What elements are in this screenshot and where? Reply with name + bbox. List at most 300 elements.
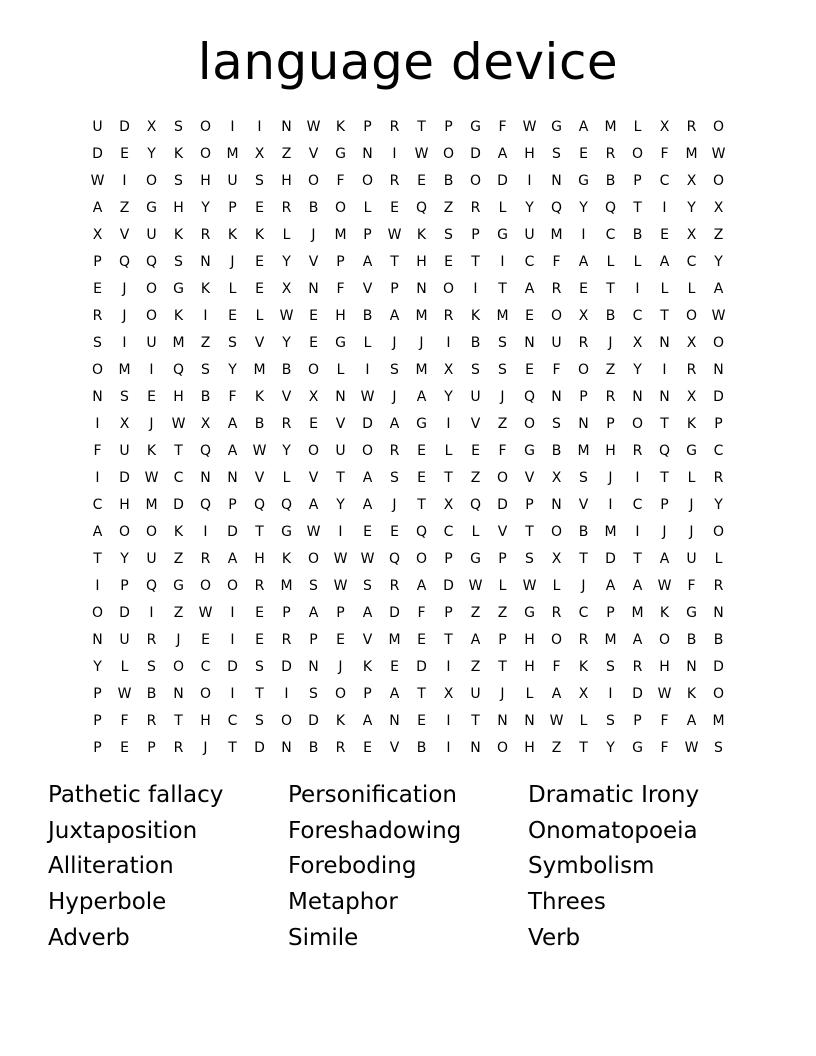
- grid-letter: C: [659, 172, 670, 189]
- grid-letter: Z: [200, 334, 211, 351]
- grid-letter: R: [281, 199, 292, 216]
- grid-letter: N: [173, 685, 184, 702]
- grid-letter: B: [605, 172, 616, 189]
- grid-letter: L: [687, 280, 696, 297]
- grid-letter: E: [120, 145, 129, 162]
- grid-letter: P: [444, 550, 453, 567]
- grid-letter: N: [713, 361, 724, 378]
- grid-letter: V: [119, 226, 130, 243]
- grid-letter: M: [226, 145, 239, 162]
- grid-letter: A: [605, 577, 616, 594]
- grid-letter: Y: [714, 253, 723, 270]
- grid-letter: W: [171, 415, 186, 432]
- grid-letter: U: [524, 226, 535, 243]
- grid-letter: K: [173, 226, 184, 243]
- grid-letter: I: [230, 118, 235, 135]
- grid-letter: E: [363, 523, 372, 540]
- word-item: Pathetic fallacy: [48, 782, 224, 808]
- grid-letter: J: [419, 334, 424, 351]
- grid-letter: P: [93, 712, 102, 729]
- grid-letter: S: [174, 172, 183, 189]
- grid-letter: N: [416, 280, 427, 297]
- grid-letter: L: [687, 469, 696, 486]
- grid-letter: J: [122, 307, 127, 324]
- grid-letter: V: [308, 253, 319, 270]
- grid-letter: A: [227, 550, 238, 567]
- grid-letter: R: [686, 361, 697, 378]
- grid-letter: O: [712, 172, 725, 189]
- grid-letter: P: [93, 739, 102, 756]
- grid-row: [84, 383, 732, 410]
- grid-letter: Y: [444, 388, 453, 405]
- grid-letter: Y: [633, 361, 642, 378]
- grid-letter: K: [416, 226, 427, 243]
- grid-letter: K: [200, 280, 211, 297]
- grid-letter: E: [363, 739, 372, 756]
- grid-letter: C: [443, 523, 454, 540]
- grid-row: [84, 707, 732, 734]
- grid-letter: V: [389, 739, 400, 756]
- grid-letter: O: [199, 685, 212, 702]
- grid-letter: W: [360, 550, 375, 567]
- grid-letter: Z: [497, 604, 508, 621]
- grid-letter: Q: [415, 523, 428, 540]
- grid-letter: B: [146, 685, 157, 702]
- grid-letter: V: [281, 388, 292, 405]
- grid-letter: O: [712, 523, 725, 540]
- grid-letter: T: [579, 739, 588, 756]
- grid-letter: A: [92, 199, 103, 216]
- grid-letter: H: [281, 172, 292, 189]
- grid-letter: D: [308, 712, 319, 729]
- grid-letter: X: [281, 280, 292, 297]
- grid-letter: K: [254, 388, 265, 405]
- grid-letter: A: [686, 712, 697, 729]
- grid-letter: K: [254, 226, 265, 243]
- grid-letter: M: [631, 604, 644, 621]
- grid-letter: J: [392, 334, 397, 351]
- grid-letter: N: [200, 253, 211, 270]
- grid-letter: D: [605, 550, 616, 567]
- grid-letter: F: [660, 739, 669, 756]
- grid-letter: P: [363, 226, 372, 243]
- grid-letter: Q: [172, 361, 185, 378]
- grid-letter: S: [363, 577, 372, 594]
- grid-letter: F: [498, 118, 507, 135]
- grid-letter: D: [416, 658, 427, 675]
- grid-letter: U: [119, 442, 130, 459]
- grid-letter: U: [146, 334, 157, 351]
- grid-letter: T: [660, 415, 669, 432]
- grid-letter: P: [363, 685, 372, 702]
- grid-letter: P: [228, 496, 237, 513]
- grid-letter: M: [334, 226, 347, 243]
- grid-letter: Q: [388, 550, 401, 567]
- grid-letter: K: [335, 712, 346, 729]
- grid-letter: A: [416, 388, 427, 405]
- grid-letter: D: [389, 604, 400, 621]
- grid-letter: P: [633, 712, 642, 729]
- grid-letter: N: [470, 739, 481, 756]
- grid-letter: C: [578, 604, 589, 621]
- grid-letter: U: [146, 226, 157, 243]
- grid-letter: E: [417, 442, 426, 459]
- grid-letter: B: [281, 361, 292, 378]
- grid-row: [84, 221, 732, 248]
- grid-letter: E: [390, 658, 399, 675]
- grid-letter: X: [308, 388, 319, 405]
- grid-letter: B: [308, 739, 319, 756]
- grid-letter: E: [93, 280, 102, 297]
- grid-letter: W: [198, 604, 213, 621]
- grid-letter: P: [444, 118, 453, 135]
- grid-letter: F: [552, 658, 561, 675]
- grid-letter: B: [713, 631, 724, 648]
- grid-letter: C: [632, 307, 643, 324]
- grid-letter: O: [550, 523, 563, 540]
- grid-letter: H: [659, 658, 670, 675]
- grid-letter: A: [578, 253, 589, 270]
- page-title: language device: [197, 33, 619, 91]
- grid-letter: K: [470, 307, 481, 324]
- grid-letter: N: [335, 388, 346, 405]
- grid-letter: T: [255, 685, 264, 702]
- grid-letter: R: [200, 226, 211, 243]
- grid-letter: T: [174, 712, 183, 729]
- grid-letter: M: [280, 577, 293, 594]
- grid-letter: A: [362, 712, 373, 729]
- grid-letter: D: [119, 469, 130, 486]
- grid-letter: A: [362, 469, 373, 486]
- grid-letter: J: [689, 523, 694, 540]
- grid-letter: U: [470, 388, 481, 405]
- grid-letter: Q: [280, 496, 293, 513]
- grid-letter: N: [551, 388, 562, 405]
- grid-letter: L: [606, 253, 615, 270]
- grid-letter: Y: [714, 496, 723, 513]
- grid-letter: L: [660, 280, 669, 297]
- grid-letter: S: [255, 172, 264, 189]
- grid-letter: N: [308, 280, 319, 297]
- grid-letter: E: [417, 712, 426, 729]
- grid-letter: M: [550, 226, 563, 243]
- grid-letter: L: [120, 658, 129, 675]
- grid-letter: G: [281, 523, 292, 540]
- grid-letter: J: [581, 577, 586, 594]
- grid-letter: K: [659, 604, 670, 621]
- grid-letter: R: [551, 280, 562, 297]
- grid-letter: P: [444, 604, 453, 621]
- grid-letter: E: [390, 199, 399, 216]
- grid-letter: M: [145, 496, 158, 513]
- grid-row: [84, 491, 732, 518]
- grid-letter: V: [470, 415, 481, 432]
- grid-letter: Q: [199, 496, 212, 513]
- grid-letter: I: [365, 361, 370, 378]
- grid-letter: O: [577, 361, 590, 378]
- grid-letter: N: [308, 658, 319, 675]
- grid-letter: I: [608, 496, 613, 513]
- grid-letter: Y: [579, 199, 588, 216]
- grid-letter: O: [550, 307, 563, 324]
- grid-letter: T: [390, 253, 399, 270]
- grid-letter: E: [525, 307, 534, 324]
- grid-letter: O: [712, 685, 725, 702]
- grid-row: [84, 167, 732, 194]
- grid-letter: N: [200, 469, 211, 486]
- grid-letter: A: [632, 577, 643, 594]
- grid-letter: P: [471, 226, 480, 243]
- grid-letter: N: [524, 334, 535, 351]
- grid-letter: E: [417, 631, 426, 648]
- grid-letter: A: [416, 577, 427, 594]
- grid-letter: E: [336, 631, 345, 648]
- grid-letter: Q: [253, 496, 266, 513]
- grid-letter: S: [147, 658, 156, 675]
- grid-letter: Y: [336, 496, 345, 513]
- grid-letter: L: [714, 550, 723, 567]
- grid-letter: M: [388, 631, 401, 648]
- grid-letter: A: [497, 145, 508, 162]
- grid-letter: Q: [469, 496, 482, 513]
- grid-letter: D: [281, 658, 292, 675]
- grid-letter: O: [631, 415, 644, 432]
- grid-letter: L: [579, 712, 588, 729]
- grid-letter: S: [93, 334, 102, 351]
- grid-letter: E: [309, 307, 318, 324]
- grid-letter: G: [335, 145, 346, 162]
- grid-letter: H: [524, 739, 535, 756]
- grid-letter: W: [144, 469, 159, 486]
- grid-letter: O: [550, 631, 563, 648]
- grid-letter: R: [281, 631, 292, 648]
- grid-letter: W: [549, 712, 564, 729]
- grid-letter: A: [362, 253, 373, 270]
- grid-letter: H: [524, 145, 535, 162]
- grid-letter: J: [608, 469, 613, 486]
- grid-letter: V: [524, 469, 535, 486]
- grid-letter: H: [173, 199, 184, 216]
- grid-letter: D: [713, 658, 724, 675]
- grid-letter: M: [253, 361, 266, 378]
- grid-letter: G: [173, 280, 184, 297]
- grid-letter: P: [93, 253, 102, 270]
- grid-letter: V: [254, 469, 265, 486]
- grid-letter: G: [470, 550, 481, 567]
- grid-letter: O: [631, 145, 644, 162]
- grid-letter: N: [551, 172, 562, 189]
- grid-letter: D: [119, 604, 130, 621]
- grid-letter: N: [362, 145, 373, 162]
- grid-letter: I: [581, 226, 586, 243]
- grid-letter: E: [255, 631, 264, 648]
- grid-letter: C: [713, 442, 724, 459]
- grid-letter: W: [711, 307, 726, 324]
- grid-letter: J: [122, 280, 127, 297]
- grid-letter: K: [146, 442, 157, 459]
- grid-letter: K: [335, 118, 346, 135]
- grid-letter: D: [713, 388, 724, 405]
- grid-letter: Q: [550, 199, 563, 216]
- grid-letter: O: [172, 658, 185, 675]
- grid-letter: O: [442, 145, 455, 162]
- word-item: Onomatopoeia: [528, 817, 698, 844]
- grid-letter: N: [92, 631, 103, 648]
- grid-letter: W: [468, 577, 483, 594]
- grid-letter: P: [147, 739, 156, 756]
- grid-letter: E: [525, 361, 534, 378]
- word-item: Adverb: [48, 924, 130, 951]
- grid-letter: K: [578, 658, 589, 675]
- grid-letter: S: [255, 658, 264, 675]
- grid-letter: R: [686, 118, 697, 135]
- grid-letter: X: [686, 172, 697, 189]
- grid-letter: N: [659, 388, 670, 405]
- grid-letter: R: [578, 334, 589, 351]
- grid-letter: T: [498, 658, 507, 675]
- grid-letter: D: [443, 577, 454, 594]
- word-column: [48, 778, 288, 957]
- grid-letter: E: [579, 280, 588, 297]
- grid-letter: G: [551, 118, 562, 135]
- word-column: [528, 778, 768, 957]
- word-item: Verb: [528, 924, 581, 951]
- grid-letter: S: [714, 739, 723, 756]
- grid-letter: D: [632, 685, 643, 702]
- grid-letter: O: [361, 442, 374, 459]
- grid-letter: S: [579, 469, 588, 486]
- grid-letter: N: [524, 712, 535, 729]
- grid-letter: T: [417, 118, 426, 135]
- grid-letter: I: [446, 334, 451, 351]
- grid-letter: I: [662, 199, 667, 216]
- grid-letter: A: [632, 631, 643, 648]
- grid-letter: L: [363, 334, 372, 351]
- grid-letter: X: [686, 226, 697, 243]
- grid-row: [84, 113, 732, 140]
- grid-letter: B: [362, 307, 373, 324]
- grid-letter: E: [660, 226, 669, 243]
- grid-letter: E: [417, 469, 426, 486]
- grid-letter: T: [336, 469, 345, 486]
- grid-letter: K: [362, 658, 373, 675]
- grid-letter: N: [686, 658, 697, 675]
- grid-letter: A: [389, 307, 400, 324]
- grid-letter: I: [527, 172, 532, 189]
- grid-letter: R: [713, 577, 724, 594]
- grid-letter: Z: [713, 226, 724, 243]
- grid-letter: C: [92, 496, 103, 513]
- grid-letter: E: [390, 523, 399, 540]
- grid-letter: S: [201, 361, 210, 378]
- grid-letter: Y: [687, 199, 696, 216]
- grid-letter: D: [497, 496, 508, 513]
- word-list: [48, 778, 768, 957]
- grid-letter: N: [632, 388, 643, 405]
- grid-letter: S: [498, 334, 507, 351]
- grid-letter: B: [254, 415, 265, 432]
- grid-letter: D: [254, 739, 265, 756]
- grid-letter: Z: [470, 604, 481, 621]
- grid-letter: T: [633, 199, 642, 216]
- grid-letter: Y: [606, 739, 615, 756]
- grid-letter: K: [227, 226, 238, 243]
- grid-letter: I: [635, 523, 640, 540]
- grid-letter: G: [524, 604, 535, 621]
- grid-letter: H: [200, 172, 211, 189]
- grid-letter: E: [255, 280, 264, 297]
- grid-letter: O: [307, 172, 320, 189]
- grid-letter: X: [443, 685, 454, 702]
- grid-letter: O: [523, 415, 536, 432]
- grid-letter: J: [149, 415, 154, 432]
- grid-letter: E: [444, 253, 453, 270]
- grid-letter: P: [714, 415, 723, 432]
- grid-letter: O: [145, 307, 158, 324]
- grid-letter: P: [498, 631, 507, 648]
- grid-letter: W: [414, 145, 429, 162]
- grid-letter: A: [227, 415, 238, 432]
- grid-letter: T: [174, 442, 183, 459]
- grid-letter: W: [387, 226, 402, 243]
- grid-letter: K: [173, 307, 184, 324]
- grid-letter: K: [281, 550, 292, 567]
- grid-letter: Y: [147, 145, 156, 162]
- grid-letter: X: [443, 361, 454, 378]
- grid-letter: F: [660, 145, 669, 162]
- grid-letter: P: [660, 496, 669, 513]
- grid-letter: W: [333, 577, 348, 594]
- grid-letter: T: [417, 685, 426, 702]
- grid-letter: E: [417, 172, 426, 189]
- grid-letter: A: [524, 280, 535, 297]
- grid-letter: I: [230, 604, 235, 621]
- grid-letter: H: [416, 253, 427, 270]
- grid-letter: P: [93, 685, 102, 702]
- grid-letter: T: [525, 523, 534, 540]
- grid-letter: O: [496, 469, 509, 486]
- grid-letter: O: [307, 361, 320, 378]
- grid-letter: X: [551, 469, 562, 486]
- grid-letter: H: [119, 496, 130, 513]
- grid-letter: R: [632, 442, 643, 459]
- grid-letter: L: [471, 523, 480, 540]
- grid-letter: D: [119, 118, 130, 135]
- grid-letter: U: [92, 118, 103, 135]
- grid-row: [84, 653, 732, 680]
- grid-letter: R: [389, 442, 400, 459]
- grid-letter: L: [525, 685, 534, 702]
- grid-letter: Q: [145, 253, 158, 270]
- grid-row: [84, 248, 732, 275]
- grid-letter: D: [362, 415, 373, 432]
- grid-letter: H: [524, 631, 535, 648]
- grid-letter: J: [500, 685, 505, 702]
- grid-letter: O: [334, 685, 347, 702]
- grid-letter: P: [525, 496, 534, 513]
- grid-letter: N: [713, 604, 724, 621]
- grid-letter: J: [338, 658, 343, 675]
- grid-letter: L: [282, 226, 291, 243]
- grid-letter: T: [660, 307, 669, 324]
- grid-letter: G: [470, 118, 481, 135]
- grid-letter: D: [227, 523, 238, 540]
- grid-letter: Q: [199, 442, 212, 459]
- grid-letter: I: [257, 118, 262, 135]
- grid-letter: N: [389, 712, 400, 729]
- word-item: Threes: [528, 889, 606, 916]
- grid-letter: R: [389, 118, 400, 135]
